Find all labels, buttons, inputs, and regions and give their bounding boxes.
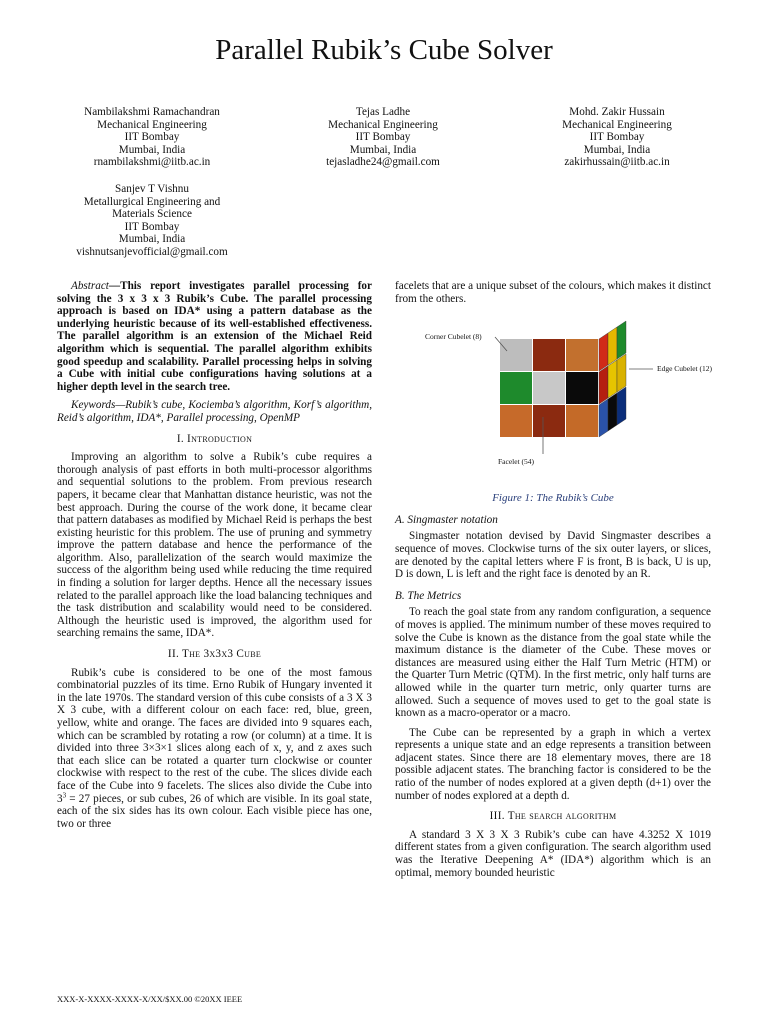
author-city: Mumbai, India (118, 233, 186, 246)
side-facelet (617, 321, 626, 359)
author-block-4 (52, 183, 252, 259)
subsection-heading-singmaster: A. Singmaster notation (395, 513, 498, 526)
author-dept: Mechanical Engineering (97, 118, 207, 131)
author-email: vishnutsanjevofficial@gmail.com (76, 245, 228, 258)
paper-title: Parallel Rubik’s Cube Solver (215, 34, 553, 66)
facelet-label: Facelet (54) (498, 457, 535, 467)
author-org: IIT Bombay (589, 131, 645, 144)
author-org: IIT Bombay (124, 131, 180, 144)
facelet (500, 339, 532, 371)
cube-front-face (500, 339, 598, 437)
edge-cubelet-label: Edge Cubelet (12) (657, 364, 712, 374)
author-email: tejasladhe24@gmail.com (326, 156, 440, 169)
side-facelet (599, 366, 608, 404)
author-dept: Materials Science (112, 208, 192, 221)
facelet (533, 405, 565, 437)
facelet (566, 405, 598, 437)
facelet (500, 372, 532, 404)
keywords: Keywords—Rubik’s cube, Kociemba’s algorithm, Korf’s algorithm, Reid’s algorithm, IDA*, Parallel processing, OpenMP (57, 399, 372, 424)
facelet (566, 339, 598, 371)
side-facelet (608, 393, 617, 431)
author-block-2 (283, 106, 483, 169)
side-facelet (599, 333, 608, 371)
corner-cubelet-label: Corner Cubelet (8) (425, 332, 482, 342)
author-org: IIT Bombay (124, 220, 180, 233)
cube-text-a: Rubik’s cube is considered to be one of the most famous combinatorial puzzles of its time. Erno Rubik of Hungary invented it in the late 1970s. The standard version of this cube consists of a 3 X 3 X 3 cube, with a different colour on each face: red, blue, green, yellow, white and orange. The faces are divided into 9 squares each, which can be scrambled by rotating a row (or column) at a time. It is divided into three 3×3×1 slices along each of x, y, and z axes such that each slice can be rotated a quarter turn clockwise or counter clockwise with respect to the rest of the cube. The slices divide each face of the Cube into 9 facelets. The slices also divide the Cube into 3 (57, 666, 372, 805)
side-facelet (608, 327, 617, 365)
section-heading-cube: II. The 3x3x3 Cube (167, 648, 262, 661)
introduction-paragraph: Improving an algorithm to solve a Rubik’s cube requires a thorough analysis of past efforts in both multi-processor algorithms and sequential solutions to the problem. From previous research papers, it became clear that Manhattan distance heuristic, was not the best approach. During the course of the work done, it became clear that pattern databases as modified by Michael Reid is perhaps the best existing heuristic for this problem. The use of pruning and symmetry improve the pattern database and hence the performance of the algorithm. Also, parallelization of the search would maximize the success of the algorithm being used while reducing the time required in finding a solution for larger depths. Hence all the necessary issues related to the parallel approach like the load balancing techniques and the task distribution and scalability would need to be considered. Although the heuristic used is improved, the algorithm used for searching remains the same, IDA*. (57, 451, 372, 640)
author-dept: Mechanical Engineering (562, 118, 672, 131)
author-org: IIT Bombay (355, 131, 411, 144)
facelet (533, 372, 565, 404)
author-dept: Mechanical Engineering (328, 118, 438, 131)
side-facelet (608, 360, 617, 398)
graph-paragraph: The Cube can be represented by a graph in which a vertex represents a unique state and an edge represents a transition between adjacent states. Since there are 18 elementary moves, there are 18 possible adjacent states. The branching factor is considered to be the ratio of the number of nodes explored at a given depth (d+1) over the number of nodes explored at a depth d. (395, 726, 711, 802)
left-column (57, 280, 372, 830)
metrics-paragraph: To reach the goal state from any random configuration, a sequence of moves is applied. The minimum number of these moves required to solve the Cube is known as the distance from the goal state while the maximum distance is the diameter of the Cube. These moves or distances are measured using either the Half Turn Metric (HTM) or the Quarter Turn Metric (QTM). In the first metric, only half turns are allowed while in the quarter turn metric, only quarter turns are allowed. Such a sequence of moves used to get to the goal state is known as a macro-operator or a macro. (395, 606, 711, 720)
right-column (395, 280, 711, 879)
section-heading-introduction: I. Introduction (176, 432, 253, 445)
subsection-heading-metrics: B. The Metrics (395, 589, 462, 602)
author-city: Mumbai, India (349, 143, 417, 156)
abstract-text: —This report investigates parallel processing for solving the 3 x 3 x 3 Rubik’s Cube. The parallel processing approach is based on IDA* using a pattern database as the underlying heuristic because of its well-established effectiveness. The parallel algorithm is an extension of the Michael Reid algorithm which is sequential. The parallel algorithm exhibits good speedup and scalability. Parallel processing helps in solving a Cube with initial cube configurations having solutions at a higher depth level in the search tree. (57, 280, 372, 393)
side-facelet (617, 354, 626, 392)
facelet (500, 405, 532, 437)
author-name: Tejas Ladhe (355, 106, 411, 118)
side-facelet (599, 399, 608, 437)
author-name: Mohd. Zakir Hussain (569, 106, 665, 118)
side-facelet (617, 387, 626, 425)
cube-continued-paragraph: facelets that are a unique subset of the colours, which makes it distinct from the others. (395, 280, 711, 305)
author-name: Sanjev T Vishnu (115, 183, 189, 195)
abstract-label: Abstract (71, 280, 109, 292)
author-email: rnambilakshmi@iitb.ac.in (93, 156, 211, 169)
cube-text-b: = 27 pieces, or sub cubes, 26 of which are visible. In its goal state, each of the six sides has its own colour. Each visible piece has one, two or three (57, 792, 372, 830)
cube-side-face (599, 321, 626, 437)
facelet (533, 339, 565, 371)
author-email: zakirhussain@iitb.ac.in (564, 156, 670, 169)
rubiks-cube-figure (395, 309, 711, 489)
author-city: Mumbai, India (583, 143, 651, 156)
author-name: Nambilakshmi Ramachandran (84, 106, 220, 118)
figure-caption: Figure 1: The Rubik’s Cube (492, 492, 614, 505)
page-footer: XXX-X-XXXX-XXXX-X/XX/$XX.00 ©20XX IEEE (57, 994, 243, 1004)
cube-superscript: 3 (62, 790, 67, 799)
search-paragraph: A standard 3 X 3 X 3 Rubik’s cube can have 4.3252 X 1019 different states from a given configuration. The search algorithm used was the Iterative Deepening A* (IDA*) algorithm which is an optimal, memory bounded heuristic (395, 828, 711, 879)
author-block-1 (52, 106, 252, 169)
author-dept: Metallurgical Engineering and (83, 195, 221, 208)
cube-paragraph (57, 667, 372, 831)
abstract (57, 280, 372, 393)
facelet (566, 372, 598, 404)
section-heading-search: III. The search algorithm (489, 810, 617, 823)
author-block-3 (517, 106, 717, 169)
singmaster-paragraph: Singmaster notation devised by David Singmaster describes a sequence of moves. Clockwise turns of the six outer layers, or slices, are denoted by the capital letters where F is front, B is back, U is up, D is down, L is left and the right face is denoted by an R. (395, 530, 711, 581)
author-city: Mumbai, India (118, 143, 186, 156)
